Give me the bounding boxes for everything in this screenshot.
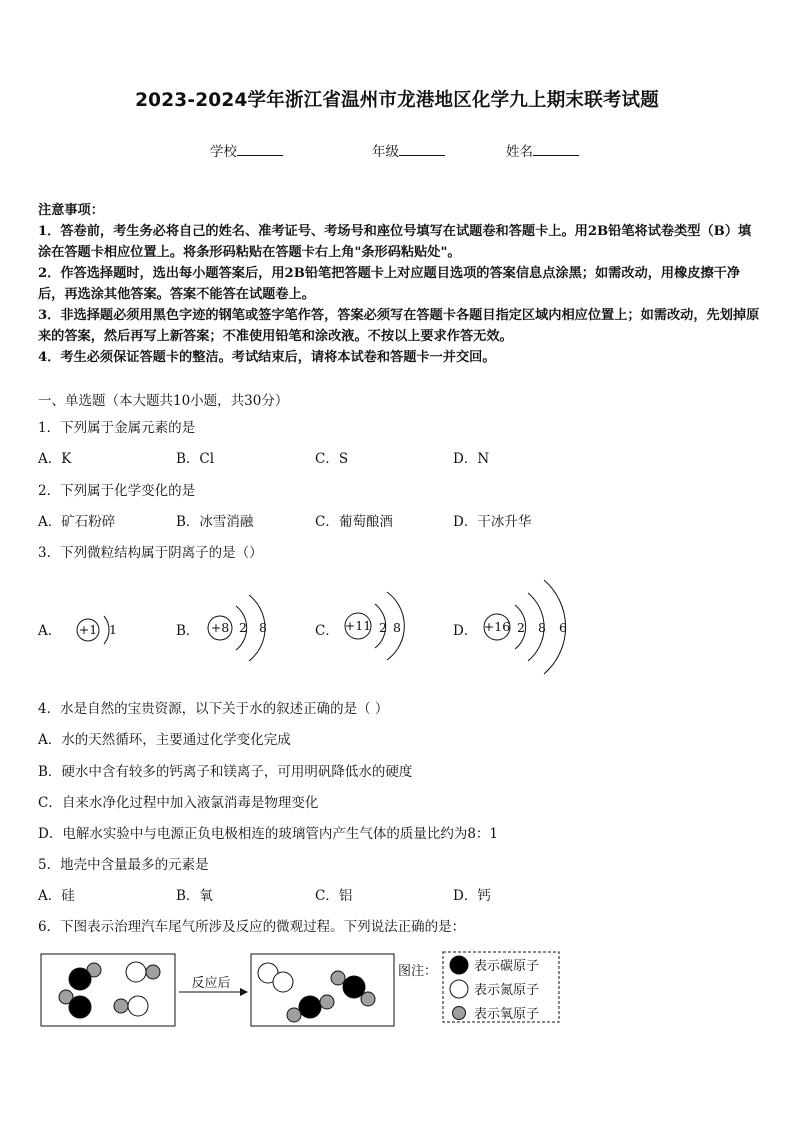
shell-electrons: 1 [109, 622, 117, 637]
nitrogen-atom [128, 996, 148, 1016]
question-stem: 1．下列属于金属元素的是 [38, 420, 196, 436]
option-d: D． [453, 623, 478, 639]
option-b: B． [176, 623, 200, 639]
question-stem: 2．下列属于化学变化的是 [38, 483, 196, 499]
nitrogen-atom [273, 972, 293, 992]
carbon-atom [69, 996, 91, 1018]
option-a: A．水的天然循环，主要通过化学变化完成 [38, 732, 291, 748]
shell-electrons: 6 [559, 620, 567, 635]
carbon-legend-swatch [450, 956, 468, 974]
page-title: 2023-2024学年浙江省温州市龙港地区化学九上期末联考试题 [135, 90, 659, 111]
nitrogen-atom [126, 962, 146, 982]
option-c: C．葡萄酿酒 [315, 514, 393, 530]
option-d: D．钙 [453, 888, 491, 904]
notes-heading: 注意事项： [38, 203, 104, 218]
shell-electrons: 2 [517, 620, 525, 635]
nucleus-charge: +1 [78, 622, 98, 637]
oxygen-atom [361, 992, 375, 1006]
option-a: A．硅 [38, 888, 75, 904]
oxygen-atom [331, 971, 345, 985]
shell-electrons: 2 [239, 620, 247, 635]
option-c: C．自来水净化过程中加入液氯消毒是物理变化 [38, 795, 319, 811]
shell-electrons: 2 [379, 620, 387, 635]
grade-blank [399, 142, 445, 156]
option-d: D．N [453, 451, 490, 467]
shell-electrons: 8 [393, 620, 401, 635]
note-item: 4．考生必须保证答题卡的整洁。考试结束后，请将本试卷和答题卡一并交回。 [38, 350, 496, 365]
name-field [506, 140, 579, 160]
carbon-atom [69, 968, 91, 990]
option-a: A． [38, 623, 62, 639]
grade-label: 年级 [372, 144, 399, 160]
option-b: B．氧 [176, 888, 213, 904]
carbon-atom [299, 996, 321, 1018]
nucleus-charge: +16 [483, 619, 511, 634]
question-stem: 3．下列微粒结构属于阴离子的是（） [38, 545, 263, 561]
reaction-diagram [0, 945, 794, 1035]
section-heading: 一、单选题（本大题共10小题，共30分） [38, 393, 289, 409]
option-a: A．K [38, 451, 72, 467]
carbon-atom [343, 976, 365, 998]
name-blank [533, 142, 579, 156]
option-c: C．S [315, 451, 349, 467]
oxygen-atom [320, 995, 334, 1009]
note-item: 3．非选择题必须用黑色字迹的钢笔或签字笔作答，答案必须写在答题卡各题目指定区域内相应位置上；如需改动，先划掉原来的答案，然后再写上新答案；不准使用铅笔和涂改液。不按以上要求作答无效。 [38, 308, 760, 344]
oxygen-atom [114, 999, 128, 1013]
option-b: B．冰雪消融 [176, 514, 254, 530]
option-d: D．干冰升华 [453, 514, 532, 530]
school-blank [237, 142, 283, 156]
option-d: D．电解水实验中与电源正负电极相连的玻璃管内产生气体的质量比约为8：1 [38, 826, 499, 842]
arrow-head [240, 988, 248, 996]
arrow-label: 反应后 [191, 976, 231, 991]
grade-field [372, 140, 445, 160]
question-stem: 6．下图表示治理汽车尾气所涉及反应的微观过程。下列说法正确的是： [38, 919, 466, 935]
atom-structure-diagrams [0, 570, 794, 685]
legend-label: 表示氧原子 [474, 1007, 540, 1022]
name-label: 姓名 [506, 144, 533, 160]
oxygen-atom [146, 965, 160, 979]
oxygen-legend-swatch [453, 1007, 466, 1020]
note-item: 2．作答选择题时，选出每小题答案后，用2B铅笔把答题卡上对应题目选项的答案信息点涂黑；如需改动，用橡皮擦干净后，再选涂其他答案。答案不能答在试题卷上。 [38, 266, 741, 302]
question-stem: 5．地壳中含量最多的元素是 [38, 857, 209, 873]
nitrogen-legend-swatch [450, 980, 468, 998]
note-item: 1．答卷前，考生务必将自己的姓名、准考证号、考场号和座位号填写在试题卷和答题卡上。用2B铅笔将试卷类型（B）填涂在答题卡相应位置上。将条形码粘贴在答题卡右上角"条形码粘贴处"。 [38, 224, 752, 260]
option-b: B．Cl [176, 451, 215, 467]
legend-title: 图注： [398, 964, 438, 979]
option-b: B．硬水中含有较多的钙离子和镁离子，可用明矾降低水的硬度 [38, 764, 413, 780]
option-c: C． [315, 623, 339, 639]
option-c: C．铝 [315, 888, 353, 904]
option-a: A．矿石粉碎 [38, 514, 116, 530]
oxygen-atom [287, 1008, 301, 1022]
school-label: 学校 [210, 144, 237, 160]
nucleus-charge: +8 [210, 620, 230, 635]
school-field [210, 140, 283, 160]
nucleus-charge: +11 [344, 618, 372, 633]
legend-label: 表示氮原子 [474, 983, 540, 998]
legend-label: 表示碳原子 [474, 959, 540, 974]
question-stem: 4．水是自然的宝贵资源，以下关于水的叙述正确的是（ ） [38, 701, 389, 717]
shell-electrons: 8 [538, 620, 546, 635]
shell-electrons: 8 [259, 620, 267, 635]
